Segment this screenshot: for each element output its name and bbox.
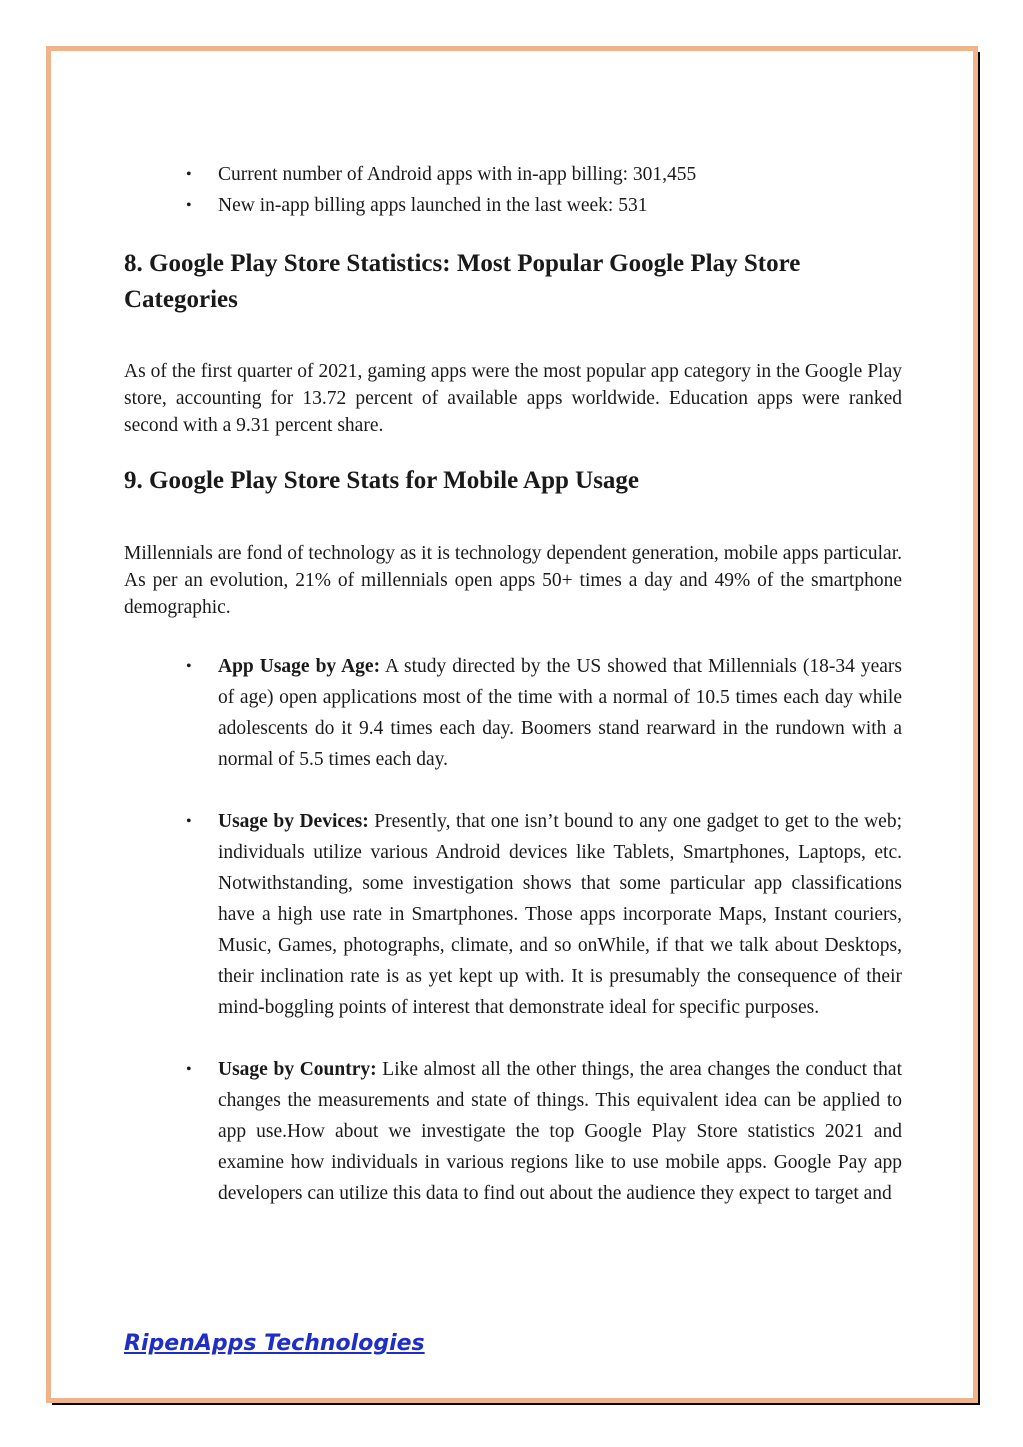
bullet-label: Usage by Country: (218, 1059, 377, 1080)
section-8-heading: 8. Google Play Store Statistics: Most Popular Google Play Store Categories (124, 250, 801, 313)
bullet-text: Presently, that one isn’t bound to any one gadget to get to the web; individuals utilize various Android devices like Tablets, Smartphones, Laptops, etc. Notwithstanding, some investigation shows that some particular app classifications have a high use rate in Smartphones. Those apps incorporate Maps, Instant couriers, Music, Games, photographs, climate, and so onWhile, if that we talk about Desktops, their inclination rate is as yet kept up with. It is presumably the consequence of their mind-boggling points of interest that demonstrate ideal for specific purposes. (218, 811, 903, 1018)
bullet-text: A study directed by the US showed that Millennials (18-34 years of age) open applications most of the time with a normal of 10.5 times each day while adolescents do it 9.4 times each day. Boomers stand rearward in the rundown with a normal of 5.5 times each day. (218, 656, 902, 770)
list-item: • New in-app billing apps launched in the last week: 531 (124, 190, 696, 221)
top-bullet-list (124, 159, 696, 221)
section-8-paragraph: As of the first quarter of 2021, gaming apps were the most popular app category in the Google Play store, accounting for 13.72 percent of available apps worldwide. Education apps were ranked second with a 9.31 percent share. (124, 361, 902, 436)
list-item-devices (124, 806, 902, 1023)
section-9-heading: 9. Google Play Store Stats for Mobile App Usage (124, 467, 640, 494)
list-item: • Current number of Android apps with in-app billing: 301,455 (124, 159, 696, 190)
section-9-paragraph: Millennials are fond of technology as it is technology dependent generation, mobile apps particular. As per an evolution, 21% of millennials open apps 50+ times a day and 49% of the smartphone demographic. (124, 543, 902, 618)
bullet-label: App Usage by Age: (218, 656, 381, 677)
bullet-text: Like almost all the other things, the area changes the conduct that changes the measurements and state of things. This equivalent idea can be applied to app use.How about we investigate the top Google Play Store statistics 2021 and examine how individuals in various regions like to use mobile apps. Google Pay app developers can utilize this data to find out about the audience they expect to target and (218, 1059, 902, 1204)
document-page (46, 46, 978, 1403)
list-item-country (124, 1054, 902, 1209)
footer-company-link[interactable]: RipenApps Technologies (124, 1331, 425, 1356)
usage-bullet-list (124, 651, 902, 1240)
bullet-label: Usage by Devices: (218, 811, 369, 832)
list-item-age (124, 651, 902, 775)
